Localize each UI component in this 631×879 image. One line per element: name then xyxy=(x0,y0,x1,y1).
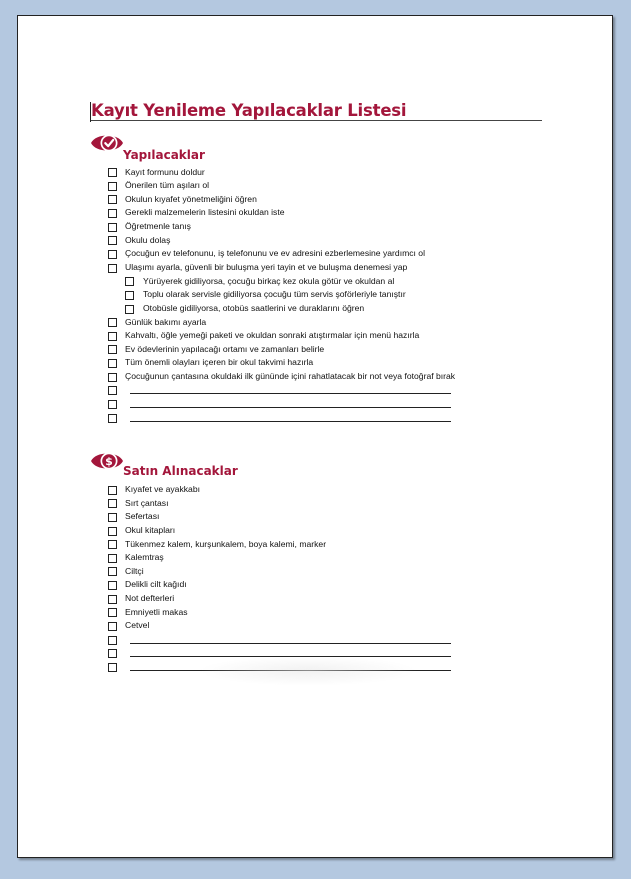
item-label: Toplu olarak servisle gidiliyorsa çocuğu tüm servis şoförleriyle tanıştır xyxy=(143,289,406,300)
todo-list xyxy=(108,166,456,425)
checkbox[interactable] xyxy=(108,636,117,645)
item-label: Okulun kıyafet yönetmeliğini öğren xyxy=(125,193,257,204)
blank-list-item xyxy=(108,411,125,425)
item-label: Önerilen tüm aşıları ol xyxy=(125,180,210,191)
checkbox[interactable] xyxy=(125,305,134,314)
item-label: Tüm önemli olayları içeren bir okul takvimi hazırla xyxy=(125,357,314,368)
checkbox[interactable] xyxy=(108,400,117,409)
item-label: Okul kitapları xyxy=(125,524,176,535)
checkbox[interactable] xyxy=(108,168,117,177)
checkbox[interactable] xyxy=(108,499,117,508)
checkbox[interactable] xyxy=(108,264,117,273)
list-item xyxy=(108,316,207,330)
checkbox[interactable] xyxy=(108,373,117,382)
list-item xyxy=(108,247,426,261)
checkbox[interactable] xyxy=(108,236,117,245)
item-label: Kıyafet ve ayakkabı xyxy=(125,484,200,494)
blank-list-item xyxy=(108,384,125,398)
list-item xyxy=(108,370,456,384)
item-label: Çocuğunun çantasına okuldaki ilk gününde içini rahatlatacak bir not veya fotoğraf bırak xyxy=(125,371,456,382)
sub-list-item xyxy=(108,288,406,302)
item-label: Çocuğun ev telefonunu, iş telefonunu ve ev adresini ezberlemesine yardımcı ol xyxy=(125,248,426,259)
item-label: Ev ödevlerinin yapılacağı ortamı ve zamanları belirle xyxy=(125,343,325,354)
list-item xyxy=(108,261,408,275)
checkbox[interactable] xyxy=(108,318,117,327)
checkbox[interactable] xyxy=(108,527,117,536)
checkbox[interactable] xyxy=(108,359,117,368)
document-title[interactable]: Kayıt Yenileme Yapılacaklar Listesi xyxy=(91,101,407,120)
checkbox[interactable] xyxy=(125,291,134,300)
write-in-line[interactable] xyxy=(130,643,451,644)
list-item xyxy=(108,343,325,357)
blank-list-item xyxy=(108,397,125,411)
title-underline-rule xyxy=(91,120,542,121)
checkbox[interactable] xyxy=(108,622,117,631)
checkbox[interactable] xyxy=(108,540,117,549)
item-label: Tükenmez kalem, kurşunkalem, boya kalemi, marker xyxy=(125,538,327,549)
item-label: Delikli cilt kağıdı xyxy=(125,579,187,590)
checkbox[interactable] xyxy=(108,332,117,341)
sub-list-item xyxy=(108,302,365,316)
item-label: Kahvaltı, öğle yemeği paketi ve okuldan sonraki atıştırmalar için menü hazırla xyxy=(125,330,420,341)
checkbox[interactable] xyxy=(108,649,117,658)
checkbox[interactable] xyxy=(108,386,117,395)
checkbox[interactable] xyxy=(108,663,117,672)
item-label: Ciltçi xyxy=(125,565,144,576)
item-label: Kalemtraş xyxy=(125,552,164,563)
item-label: Öğretmenle tanış xyxy=(125,221,191,232)
checkmark-icon xyxy=(90,126,124,160)
write-in-line[interactable] xyxy=(130,393,451,394)
checkbox[interactable] xyxy=(108,581,117,590)
item-label: Gerekli malzemelerin listesini okuldan iste xyxy=(125,207,285,218)
svg-text:$: $ xyxy=(105,455,113,468)
item-label: Not defterleri xyxy=(125,593,175,604)
item-label: Yürüyerek gidiliyorsa, çocuğu birkaç kez okula götür ve okuldan al xyxy=(143,275,395,286)
write-in-line[interactable] xyxy=(130,421,451,422)
item-label: Ulaşımı ayarla, güvenli bir buluşma yeri tayin et ve buluşma denemesi yap xyxy=(125,261,408,272)
list-item xyxy=(108,234,171,248)
checkbox[interactable] xyxy=(108,554,117,563)
faint-watermark xyxy=(198,656,418,686)
list-item xyxy=(108,193,257,207)
write-in-line[interactable] xyxy=(130,407,451,408)
list-item xyxy=(108,220,191,234)
item-label: Günlük bakımı ayarla xyxy=(125,316,207,327)
item-label: Sefertası xyxy=(125,511,160,522)
checkbox[interactable] xyxy=(108,195,117,204)
list-item xyxy=(108,179,210,193)
checkbox[interactable] xyxy=(108,414,117,423)
item-label: Sırt çantası xyxy=(125,497,169,508)
section-title-todo: Yapılacaklar xyxy=(123,148,205,162)
list-item xyxy=(108,206,285,220)
item-label: Okulu dolaş xyxy=(125,234,171,245)
list-item xyxy=(108,166,205,180)
checkbox[interactable] xyxy=(108,223,117,232)
section-title-shopping: Satın Alınacaklar xyxy=(123,464,238,478)
list-item xyxy=(108,329,420,343)
document-page xyxy=(17,15,613,858)
item-label: Otobüsle gidiliyorsa, otobüs saatlerini ve duraklarını öğren xyxy=(143,302,365,313)
checkbox[interactable] xyxy=(125,277,134,286)
dollar-sign-icon xyxy=(90,444,124,478)
checkbox[interactable] xyxy=(108,595,117,604)
checkbox[interactable] xyxy=(108,345,117,354)
checkbox[interactable] xyxy=(108,608,117,617)
checkbox[interactable] xyxy=(108,250,117,259)
checkbox[interactable] xyxy=(108,567,117,576)
checkbox[interactable] xyxy=(108,209,117,218)
checkbox[interactable] xyxy=(108,486,117,495)
item-label: Cetvel xyxy=(125,620,150,631)
item-label: Kayıt formunu doldur xyxy=(125,166,205,177)
item-label: Emniyetli makas xyxy=(125,606,188,617)
list-item xyxy=(108,356,314,370)
checkbox[interactable] xyxy=(108,182,117,191)
checkbox[interactable] xyxy=(108,513,117,522)
sub-list-item xyxy=(108,275,395,289)
